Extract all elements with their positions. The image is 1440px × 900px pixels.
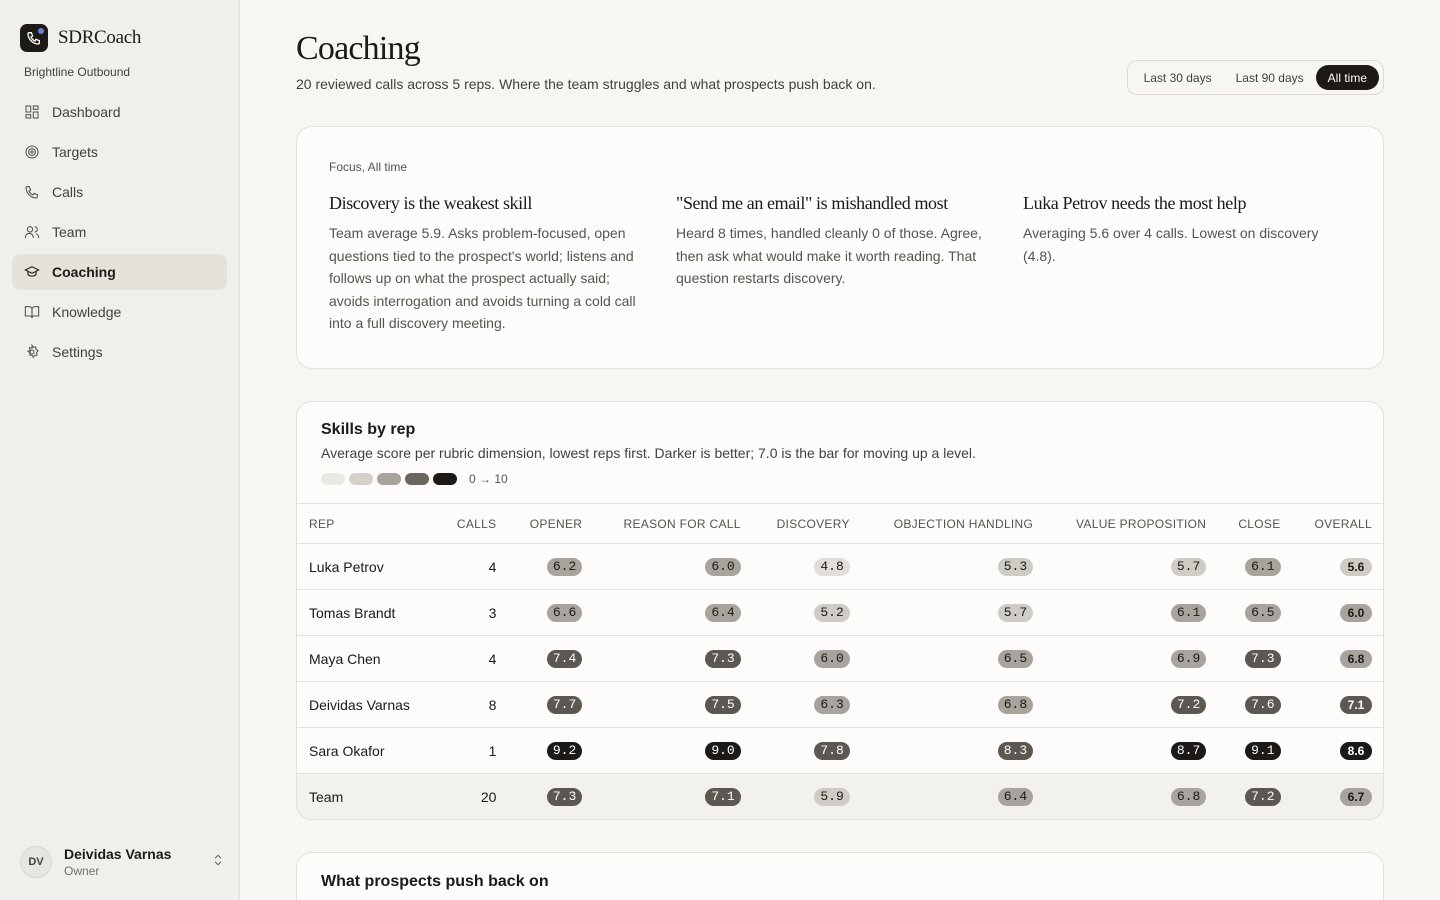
rep-name: Team — [297, 774, 437, 820]
score-pill: 5.3 — [998, 558, 1033, 576]
sidebar-item-label: Team — [52, 224, 87, 240]
table-row[interactable] — [297, 590, 1384, 636]
score-pill: 8.3 — [998, 742, 1033, 760]
score-pill: 6.8 — [1171, 788, 1206, 806]
score-pill: 7.2 — [1245, 788, 1280, 806]
score-cell — [594, 728, 752, 774]
score-pill: 6.1 — [1245, 558, 1280, 576]
call-count: 4 — [437, 636, 508, 682]
focus-item-body: Team average 5.9. Asks problem-focused, open questions tied to the prospect's world; listens and follows up on what the prospect actually said; avoids interrogation and avoids turning a cold call into a full discovery meeting. — [329, 225, 636, 332]
user-name: Deividas Varnas — [64, 846, 172, 862]
range-last-90-days[interactable]: Last 90 days — [1235, 70, 1304, 85]
column-header-overall[interactable]: OVERALL — [1293, 504, 1384, 544]
avatar: DV — [20, 846, 52, 878]
score-pill: 6.4 — [998, 788, 1033, 806]
overall-score-pill: 6.0 — [1340, 604, 1372, 622]
rep-name: Sara Okafor — [297, 728, 437, 774]
sidebar-nav — [12, 94, 227, 374]
focus-item — [1023, 193, 1348, 267]
column-header-discovery[interactable]: DISCOVERY — [753, 504, 862, 544]
score-cell — [862, 682, 1045, 728]
score-cell — [862, 590, 1045, 636]
sidebar-item-calls[interactable] — [12, 174, 227, 210]
score-cell — [508, 590, 594, 636]
score-cell — [1045, 774, 1218, 820]
chevron-up-down-icon — [211, 853, 225, 872]
score-cell — [753, 636, 862, 682]
score-cell — [1045, 544, 1218, 590]
sidebar-item-dashboard[interactable] — [12, 94, 227, 130]
gear-icon — [24, 344, 40, 360]
sidebar-item-label: Targets — [52, 144, 98, 160]
brand[interactable] — [20, 24, 141, 52]
page-subtitle: 20 reviewed calls across 5 reps. Where the team struggles and what prospects push back on. — [296, 76, 876, 92]
score-pill: 7.3 — [705, 650, 740, 668]
focus-label: Focus, All time — [329, 160, 408, 174]
score-pill: 6.5 — [1245, 604, 1280, 622]
score-cell — [862, 728, 1045, 774]
phone-icon — [24, 184, 40, 200]
phone-logo-icon — [20, 24, 48, 52]
column-header-value-proposition[interactable]: VALUE PROPOSITION — [1045, 504, 1218, 544]
score-cell — [1218, 636, 1292, 682]
graduation-cap-icon — [24, 264, 40, 280]
rep-name: Tomas Brandt — [297, 590, 437, 636]
overall-score-pill: 7.1 — [1340, 696, 1372, 714]
focus-item-body: Heard 8 times, handled cleanly 0 of those. Agree, then ask what would make it worth reading. That question restarts discovery. — [676, 225, 982, 287]
sidebar-item-team[interactable] — [12, 214, 227, 250]
overall-score-pill: 6.8 — [1340, 650, 1372, 668]
legend-swatch — [405, 473, 429, 485]
focus-item-body: Averaging 5.6 over 4 calls. Lowest on discovery (4.8). — [1023, 225, 1319, 264]
score-cell — [508, 728, 594, 774]
score-cell — [1218, 590, 1292, 636]
brand-dot — [38, 28, 44, 34]
score-pill: 6.4 — [705, 604, 740, 622]
overall-cell — [1293, 636, 1384, 682]
call-count: 3 — [437, 590, 508, 636]
score-cell — [594, 682, 752, 728]
score-cell — [753, 774, 862, 820]
overall-score-pill: 5.6 — [1340, 558, 1372, 576]
score-pill: 5.2 — [814, 604, 849, 622]
overall-score-pill: 8.6 — [1340, 742, 1372, 760]
score-pill: 6.1 — [1171, 604, 1206, 622]
team-total-row[interactable] — [297, 774, 1384, 820]
score-legend — [321, 472, 508, 486]
score-pill: 6.2 — [547, 558, 582, 576]
rep-name: Luka Petrov — [297, 544, 437, 590]
score-cell — [753, 544, 862, 590]
user-menu[interactable] — [20, 842, 225, 882]
rep-name: Deividas Varnas — [297, 682, 437, 728]
focus-item — [329, 193, 654, 335]
score-pill: 6.6 — [547, 604, 582, 622]
legend-label: 0 → 10 — [469, 472, 508, 486]
team-icon — [24, 224, 40, 240]
score-cell — [862, 636, 1045, 682]
score-pill: 4.8 — [814, 558, 849, 576]
overall-cell — [1293, 544, 1384, 590]
call-count: 4 — [437, 544, 508, 590]
sidebar-item-knowledge[interactable] — [12, 294, 227, 330]
score-pill: 7.2 — [1171, 696, 1206, 714]
score-pill: 7.7 — [547, 696, 582, 714]
score-cell — [1045, 636, 1218, 682]
score-cell — [1218, 682, 1292, 728]
score-cell — [862, 544, 1045, 590]
score-pill: 7.5 — [705, 696, 740, 714]
column-header-calls[interactable]: CALLS — [437, 504, 508, 544]
score-pill: 6.8 — [998, 696, 1033, 714]
legend-swatch — [377, 473, 401, 485]
overall-cell — [1293, 728, 1384, 774]
score-cell — [594, 544, 752, 590]
score-pill: 5.7 — [998, 604, 1033, 622]
score-pill: 6.9 — [1171, 650, 1206, 668]
score-cell — [594, 590, 752, 636]
score-cell — [1045, 682, 1218, 728]
score-pill: 7.1 — [705, 788, 740, 806]
rep-name: Maya Chen — [297, 636, 437, 682]
score-cell — [1218, 728, 1292, 774]
pushback-card — [296, 852, 1384, 900]
score-pill: 9.1 — [1245, 742, 1280, 760]
score-cell — [1045, 590, 1218, 636]
score-pill: 6.0 — [814, 650, 849, 668]
score-cell — [1218, 774, 1292, 820]
focus-card — [296, 126, 1384, 369]
sidebar-item-label: Coaching — [52, 264, 116, 280]
score-pill: 6.5 — [998, 650, 1033, 668]
score-cell — [753, 590, 862, 636]
overall-score-pill: 6.7 — [1340, 788, 1372, 806]
focus-item — [676, 193, 1001, 290]
sidebar-item-settings[interactable] — [12, 334, 227, 370]
score-cell — [508, 636, 594, 682]
score-pill: 7.3 — [1245, 650, 1280, 668]
score-cell — [508, 544, 594, 590]
score-pill: 7.8 — [814, 742, 849, 760]
sidebar-item-targets[interactable] — [12, 134, 227, 170]
column-header-reason-for-call[interactable]: REASON FOR CALL — [594, 504, 752, 544]
overall-cell — [1293, 590, 1384, 636]
score-pill: 9.0 — [705, 742, 740, 760]
score-cell — [753, 682, 862, 728]
score-cell — [753, 728, 862, 774]
sidebar-item-label: Dashboard — [52, 104, 121, 120]
focus-item-title: Luka Petrov needs the most help — [1023, 193, 1247, 213]
score-cell — [1218, 544, 1292, 590]
sidebar-item-label: Knowledge — [52, 304, 122, 320]
legend-swatch — [433, 473, 457, 485]
skills-title: Skills by rep — [321, 421, 416, 438]
range-last-30-days[interactable]: Last 30 days — [1143, 70, 1212, 85]
call-count: 1 — [437, 728, 508, 774]
call-count: 20 — [437, 774, 508, 820]
score-pill: 5.9 — [814, 788, 849, 806]
score-pill: 5.7 — [1171, 558, 1206, 576]
score-cell — [508, 774, 594, 820]
range-all-time[interactable]: All time — [1316, 65, 1379, 90]
score-cell — [1045, 728, 1218, 774]
score-cell — [594, 774, 752, 820]
table-row[interactable] — [297, 544, 1384, 590]
page-title: Coaching — [296, 30, 420, 67]
skills-table — [297, 503, 1384, 820]
column-header-opener[interactable]: OPENER — [508, 504, 594, 544]
score-cell — [594, 636, 752, 682]
focus-item-title: Discovery is the weakest skill — [329, 193, 532, 213]
score-cell — [862, 774, 1045, 820]
workspace-name[interactable]: Brightline Outbound — [24, 65, 131, 79]
column-header-close[interactable]: CLOSE — [1218, 504, 1292, 544]
table-row[interactable] — [297, 682, 1384, 728]
target-icon — [24, 144, 40, 160]
score-pill: 7.3 — [547, 788, 582, 806]
dashboard-icon — [24, 104, 40, 120]
book-icon — [24, 304, 40, 320]
legend-swatch — [321, 473, 345, 485]
legend-swatch — [349, 473, 373, 485]
score-pill: 7.4 — [547, 650, 582, 668]
score-pill: 9.2 — [547, 742, 582, 760]
table-row[interactable] — [297, 636, 1384, 682]
sidebar-item-coaching[interactable] — [12, 254, 227, 290]
skills-subtitle: Average score per rubric dimension, lowest reps first. Darker is better; 7.0 is the bar for moving up a level. — [321, 445, 976, 461]
score-pill: 6.0 — [705, 558, 740, 576]
date-range-selector — [1127, 60, 1384, 95]
skills-by-rep-card — [296, 401, 1384, 820]
focus-item-title: "Send me an email" is mishandled most — [676, 193, 948, 213]
overall-cell — [1293, 682, 1384, 728]
sidebar-item-label: Calls — [52, 184, 84, 200]
overall-cell — [1293, 774, 1384, 820]
sidebar-item-label: Settings — [52, 344, 103, 360]
score-cell — [508, 682, 594, 728]
brand-name: SDRCoach — [58, 27, 142, 48]
column-header-rep[interactable]: REP — [297, 504, 437, 544]
sidebar — [0, 0, 240, 900]
score-pill: 7.6 — [1245, 696, 1280, 714]
score-pill: 8.7 — [1171, 742, 1206, 760]
table-row[interactable] — [297, 728, 1384, 774]
call-count: 8 — [437, 682, 508, 728]
table-header-row — [297, 504, 1384, 544]
pushback-title: What prospects push back on — [321, 873, 549, 890]
score-pill: 6.3 — [814, 696, 849, 714]
user-role: Owner — [64, 864, 100, 878]
column-header-objection-handling[interactable]: OBJECTION HANDLING — [862, 504, 1045, 544]
